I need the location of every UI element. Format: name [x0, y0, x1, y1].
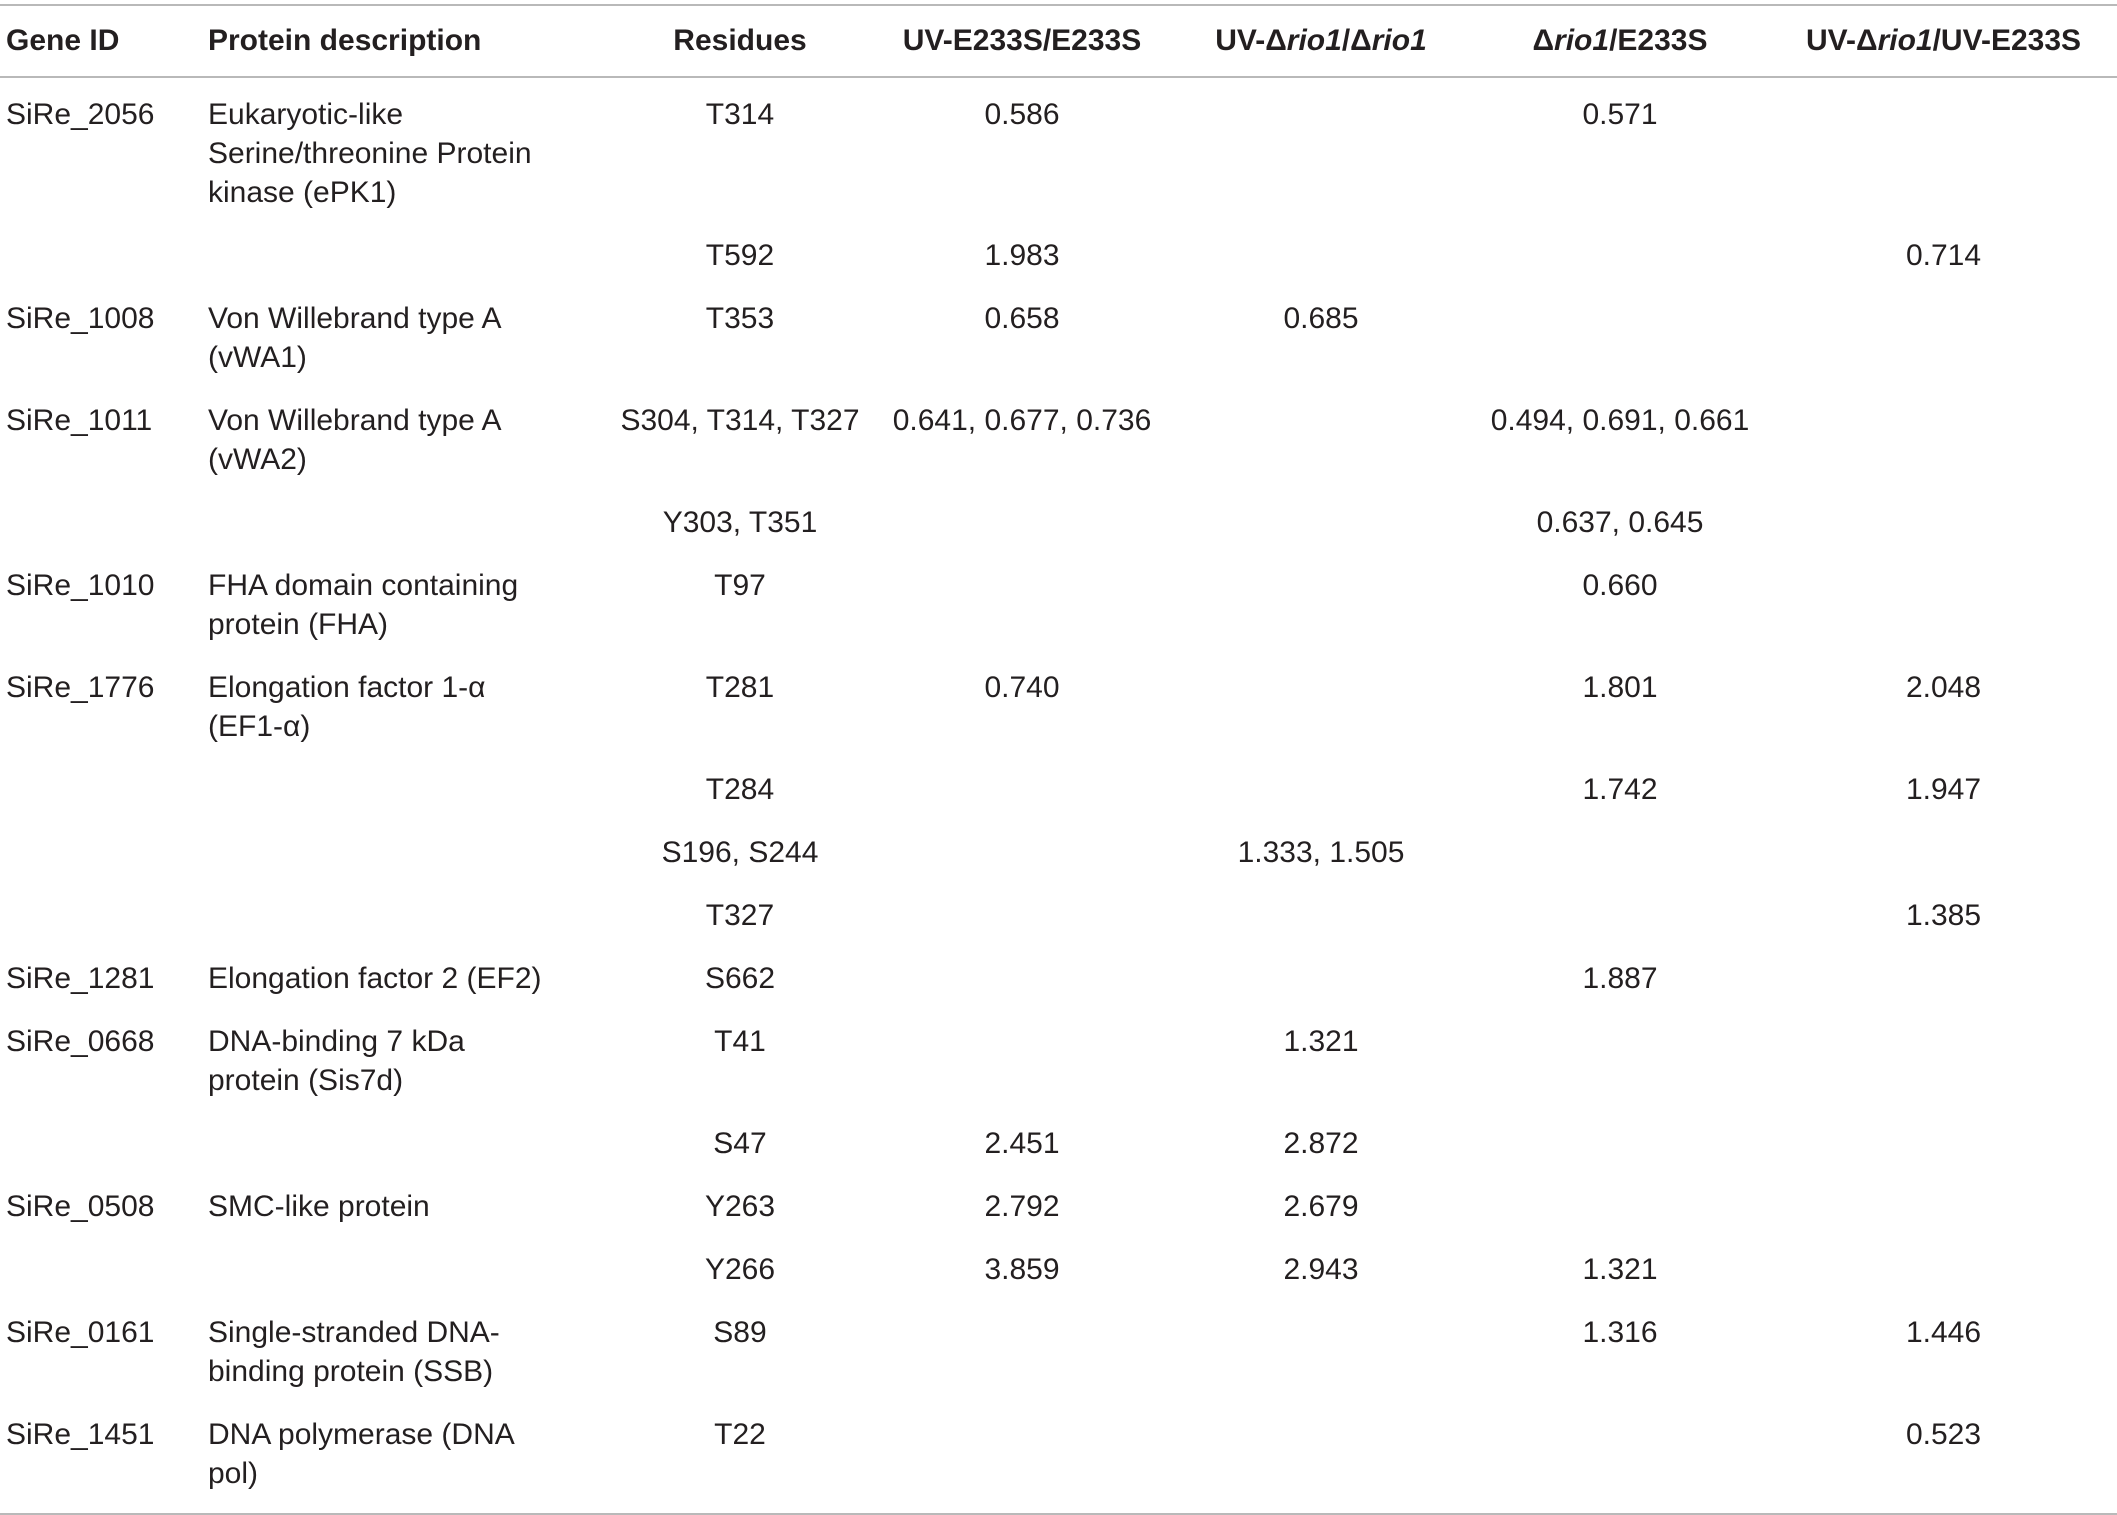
cell-rio1-e233s — [1470, 1170, 1770, 1233]
cell-protein-description — [208, 486, 608, 549]
cell-uv-rio1-rio1: 1.333, 1.505 — [1237, 836, 1405, 869]
cell-uv-rio1-rio1 — [1172, 549, 1470, 651]
header-uv-rio1-uv-e233s — [1770, 5, 2117, 77]
cell-uv-rio1-rio1 — [1172, 942, 1470, 1005]
cell-protein-description — [208, 77, 608, 219]
cell-protein-description — [208, 1233, 608, 1296]
table-row — [0, 1296, 2117, 1398]
cell-rio1-e233s: 1.887 — [1582, 962, 1658, 995]
cell-protein-description — [208, 1005, 608, 1107]
cell-gene-id — [0, 879, 208, 942]
cell-gene-id — [0, 816, 208, 879]
cell-rio1-e233s — [1470, 219, 1770, 282]
cell-gene-id — [0, 1107, 208, 1170]
cell-residues: T22 — [714, 1418, 766, 1451]
cell-uv-rio1-uv-e233s — [1770, 77, 2117, 219]
header-uv-rio1-uv-e233s-part2: /UV-E233S — [1932, 24, 2082, 57]
cell-uv-e233s-e233s: 2.451 — [984, 1127, 1060, 1160]
cell-uv-rio1-uv-e233s — [1770, 1005, 2117, 1107]
cell-gene-id: SiRe_0508 — [6, 1190, 155, 1223]
cell-residues: T353 — [705, 302, 775, 335]
cell-residues: Y303, T351 — [662, 506, 818, 539]
cell-gene-id: SiRe_1281 — [6, 962, 155, 995]
cell-uv-e233s-e233s: 2.792 — [984, 1190, 1060, 1223]
table-row — [0, 384, 2117, 486]
cell-protein-description — [208, 651, 608, 753]
cell-protein-description — [208, 549, 608, 651]
cell-uv-rio1-uv-e233s: 2.048 — [1905, 671, 1982, 704]
header-uv-rio1-uv-e233s-italic1: rio1 — [1877, 24, 1933, 57]
cell-rio1-e233s: 0.494, 0.691, 0.661 — [1490, 404, 1750, 437]
cell-uv-rio1-rio1 — [1172, 879, 1470, 942]
cell-gene-id: SiRe_0161 — [6, 1316, 155, 1349]
table-row — [0, 77, 2117, 219]
cell-gene-id: SiRe_1008 — [6, 302, 155, 335]
cell-uv-rio1-uv-e233s: 0.714 — [1905, 239, 1982, 272]
cell-uv-rio1-rio1 — [1172, 753, 1470, 816]
cell-residues: T281 — [705, 671, 775, 704]
cell-protein-description-text: Von Willebrand type A (vWA2) — [208, 404, 500, 476]
cell-rio1-e233s — [1470, 1005, 1770, 1107]
cell-uv-e233s-e233s: 0.740 — [984, 671, 1060, 704]
cell-gene-id — [0, 1233, 208, 1296]
cell-uv-rio1-rio1: 2.679 — [1283, 1190, 1359, 1223]
cell-rio1-e233s: 0.660 — [1582, 569, 1658, 602]
table-row — [0, 282, 2117, 384]
cell-uv-e233s-e233s — [872, 1398, 1172, 1514]
cell-rio1-e233s: 0.571 — [1582, 98, 1658, 131]
cell-rio1-e233s: 1.321 — [1582, 1253, 1658, 1286]
cell-protein-description-text: Elongation factor 2 (EF2) — [208, 962, 542, 995]
table-header — [0, 5, 2117, 77]
cell-protein-description-text: FHA domain containing protein (FHA) — [208, 569, 519, 641]
cell-protein-description — [208, 1296, 608, 1398]
cell-rio1-e233s — [1470, 1398, 1770, 1514]
header-uv-rio1-uv-e233s-part1: UV-Δ — [1805, 24, 1878, 57]
cell-residues: S47 — [713, 1127, 767, 1160]
cell-gene-id: SiRe_0668 — [6, 1025, 155, 1058]
cell-uv-e233s-e233s: 0.586 — [984, 98, 1060, 131]
table-row — [0, 879, 2117, 942]
table-row — [0, 1005, 2117, 1107]
cell-gene-id — [0, 753, 208, 816]
cell-uv-rio1-rio1: 1.321 — [1283, 1025, 1359, 1058]
cell-residues: T41 — [714, 1025, 766, 1058]
header-row — [0, 5, 2117, 77]
cell-gene-id — [0, 486, 208, 549]
cell-residues: T327 — [705, 899, 775, 932]
header-rio1-e233s — [1470, 5, 1770, 77]
cell-uv-rio1-rio1 — [1172, 1398, 1470, 1514]
cell-protein-description-text: Eukaryotic-like Serine/threonine Protein kinase (ePK1) — [208, 98, 532, 209]
cell-protein-description — [208, 1398, 608, 1514]
cell-rio1-e233s — [1470, 879, 1770, 942]
cell-uv-rio1-uv-e233s: 1.385 — [1905, 899, 1982, 932]
cell-rio1-e233s — [1470, 816, 1770, 879]
cell-protein-description — [208, 816, 608, 879]
cell-residues: Y266 — [704, 1253, 776, 1286]
cell-protein-description — [208, 753, 608, 816]
header-uv-rio1-rio1-italic1: rio1 — [1286, 24, 1342, 57]
cell-protein-description-text: Von Willebrand type A (vWA1) — [208, 302, 500, 374]
phosphosite-table-container — [0, 4, 2117, 1515]
cell-uv-rio1-rio1 — [1172, 651, 1470, 753]
cell-uv-rio1-uv-e233s: 1.446 — [1905, 1316, 1982, 1349]
cell-residues: S196, S244 — [661, 836, 819, 869]
table-row — [0, 753, 2117, 816]
cell-protein-description — [208, 282, 608, 384]
table-row — [0, 219, 2117, 282]
cell-uv-rio1-uv-e233s — [1770, 1233, 2117, 1296]
cell-uv-rio1-uv-e233s — [1770, 549, 2117, 651]
table-row — [0, 1107, 2117, 1170]
cell-uv-rio1-uv-e233s — [1770, 942, 2117, 1005]
cell-uv-e233s-e233s — [872, 942, 1172, 1005]
cell-rio1-e233s: 1.742 — [1582, 773, 1658, 806]
table-row — [0, 1233, 2117, 1296]
header-gene-id: Gene ID — [6, 24, 120, 57]
cell-rio1-e233s: 0.637, 0.645 — [1536, 506, 1704, 539]
cell-uv-rio1-uv-e233s — [1770, 1107, 2117, 1170]
cell-uv-rio1-rio1 — [1172, 384, 1470, 486]
cell-uv-rio1-rio1: 2.943 — [1283, 1253, 1359, 1286]
cell-uv-rio1-uv-e233s — [1770, 282, 2117, 384]
cell-uv-e233s-e233s — [872, 879, 1172, 942]
cell-protein-description-text: Single-stranded DNA-binding protein (SSB) — [208, 1316, 500, 1388]
cell-rio1-e233s: 1.316 — [1582, 1316, 1658, 1349]
header-uv-e233s-e233s: UV-E233S/E233S — [902, 24, 1142, 57]
header-rio1-e233s-italic1: rio1 — [1554, 24, 1610, 57]
cell-uv-rio1-uv-e233s — [1770, 816, 2117, 879]
cell-gene-id: SiRe_1011 — [6, 404, 153, 437]
table-row — [0, 651, 2117, 753]
cell-protein-description — [208, 879, 608, 942]
header-residues: Residues — [673, 24, 807, 57]
cell-uv-rio1-rio1: 2.872 — [1283, 1127, 1359, 1160]
cell-uv-rio1-rio1: 0.685 — [1283, 302, 1359, 335]
cell-protein-description-text: DNA polymerase (DNA pol) — [208, 1418, 514, 1490]
cell-gene-id: SiRe_2056 — [6, 98, 155, 131]
cell-uv-rio1-rio1 — [1172, 1296, 1470, 1398]
cell-protein-description — [208, 942, 608, 1005]
cell-residues: Y263 — [704, 1190, 776, 1223]
table-row — [0, 486, 2117, 549]
cell-gene-id: SiRe_1451 — [6, 1418, 155, 1451]
header-rio1-e233s-part1: Δ — [1532, 24, 1555, 57]
cell-uv-e233s-e233s — [872, 753, 1172, 816]
cell-uv-rio1-rio1 — [1172, 219, 1470, 282]
cell-uv-rio1-uv-e233s — [1770, 486, 2117, 549]
cell-residues: S662 — [704, 962, 776, 995]
cell-uv-e233s-e233s — [872, 549, 1172, 651]
table-row — [0, 1398, 2117, 1514]
cell-rio1-e233s: 1.801 — [1582, 671, 1658, 704]
cell-rio1-e233s — [1470, 282, 1770, 384]
cell-protein-description — [208, 384, 608, 486]
cell-uv-e233s-e233s: 0.641, 0.677, 0.736 — [892, 404, 1152, 437]
table-row — [0, 816, 2117, 879]
header-uv-rio1-rio1-italic2: rio1 — [1371, 24, 1427, 57]
cell-gene-id — [0, 219, 208, 282]
cell-uv-e233s-e233s — [872, 1005, 1172, 1107]
header-protein-description: Protein description — [208, 24, 482, 57]
header-uv-rio1-rio1-part1: UV-Δ — [1215, 24, 1287, 57]
header-uv-rio1-rio1 — [1172, 5, 1470, 77]
table-row — [0, 942, 2117, 1005]
cell-protein-description-text: DNA-binding 7 kDa protein (Sis7d) — [208, 1025, 465, 1097]
cell-uv-e233s-e233s — [872, 1296, 1172, 1398]
cell-residues: T97 — [714, 569, 766, 602]
header-rio1-e233s-part2: /E233S — [1609, 24, 1708, 57]
phosphosite-table — [0, 4, 2117, 1515]
table-row — [0, 1170, 2117, 1233]
cell-protein-description-text: SMC-like protein — [208, 1190, 430, 1223]
cell-residues: T314 — [705, 98, 775, 131]
cell-uv-e233s-e233s: 1.983 — [984, 239, 1060, 272]
cell-protein-description-text: Elongation factor 1-α (EF1-α) — [208, 671, 486, 743]
cell-uv-e233s-e233s: 3.859 — [984, 1253, 1060, 1286]
cell-protein-description — [208, 1170, 608, 1233]
cell-residues: S89 — [713, 1316, 767, 1349]
cell-uv-rio1-uv-e233s — [1770, 1170, 2117, 1233]
table-row — [0, 549, 2117, 651]
cell-uv-e233s-e233s: 0.658 — [984, 302, 1060, 335]
cell-uv-e233s-e233s — [872, 486, 1172, 549]
cell-uv-e233s-e233s — [872, 816, 1172, 879]
cell-uv-rio1-rio1 — [1172, 486, 1470, 549]
cell-gene-id: SiRe_1010 — [6, 569, 155, 602]
cell-residues: S304, T314, T327 — [620, 404, 860, 437]
header-uv-rio1-rio1-part2: /Δ — [1341, 24, 1372, 57]
cell-uv-rio1-uv-e233s: 0.523 — [1905, 1418, 1982, 1451]
cell-residues: T592 — [705, 239, 775, 272]
cell-protein-description — [208, 1107, 608, 1170]
cell-uv-rio1-rio1 — [1172, 77, 1470, 219]
cell-rio1-e233s — [1470, 1107, 1770, 1170]
cell-uv-rio1-uv-e233s: 1.947 — [1905, 773, 1982, 806]
table-body — [0, 77, 2117, 1514]
cell-residues: T284 — [705, 773, 775, 806]
cell-gene-id: SiRe_1776 — [6, 671, 155, 704]
cell-protein-description — [208, 219, 608, 282]
cell-uv-rio1-uv-e233s — [1770, 384, 2117, 486]
